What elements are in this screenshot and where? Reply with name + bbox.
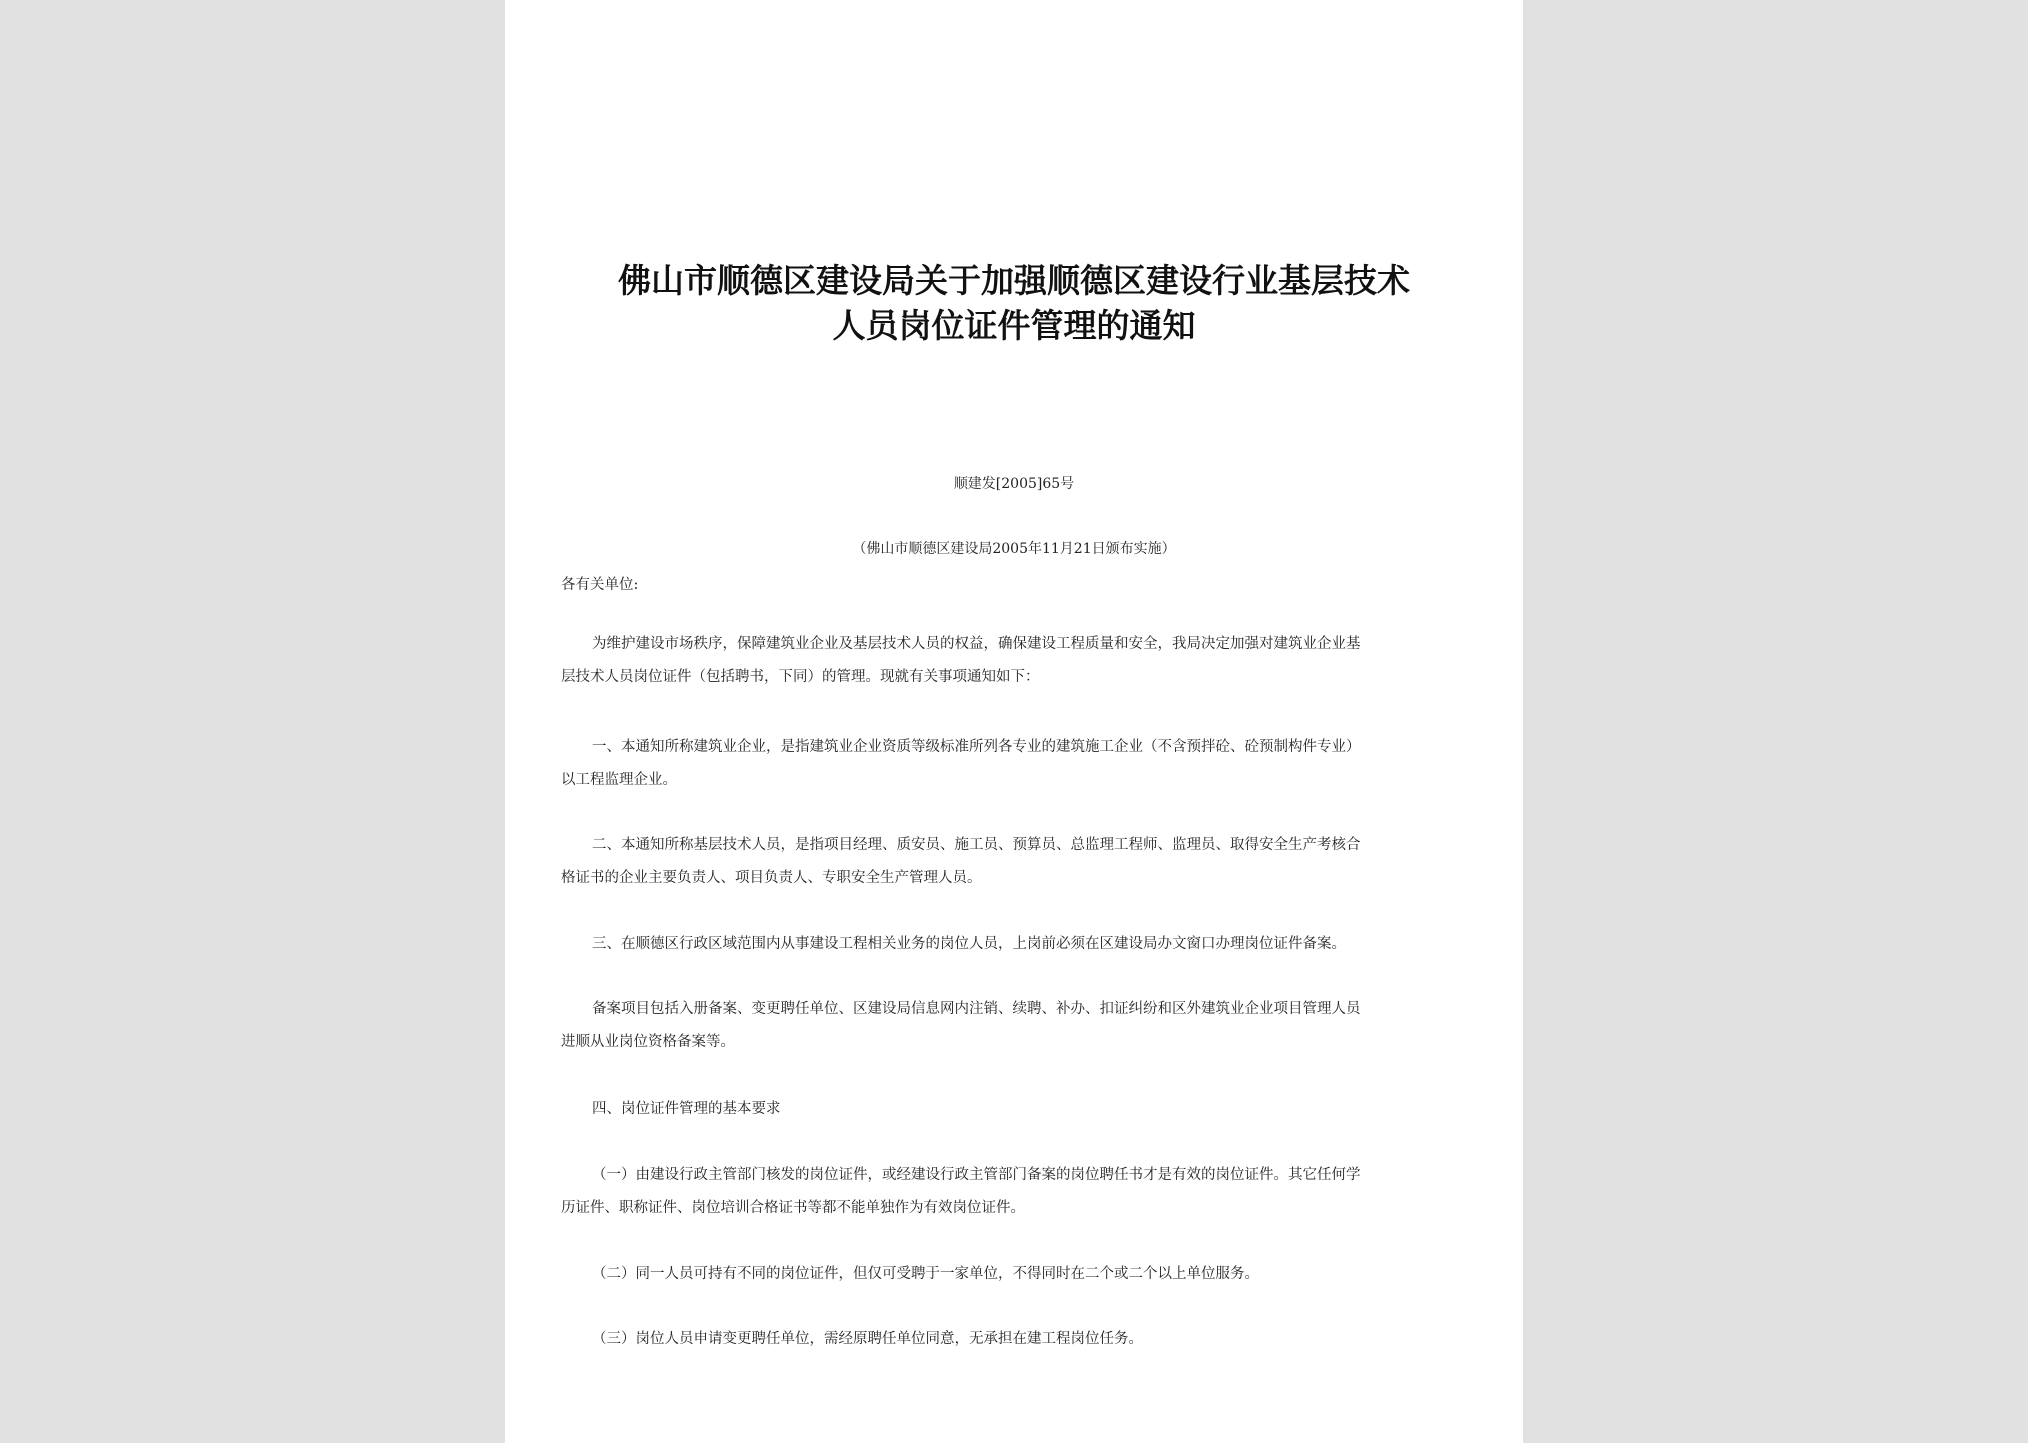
paragraph-item-1	[561, 731, 1471, 797]
paragraph-line: （一）由建设行政主管部门核发的岗位证件，或经建设行政主管部门备案的岗位聘任书才是有效的岗位证件。其它任何学	[592, 1167, 1361, 1183]
paragraph-line: 以工程监理企业。	[561, 772, 677, 788]
paragraph-subitem-1	[561, 1159, 1471, 1225]
paragraph-line: （三）岗位人员申请变更聘任单位，需经原聘任单位同意，无承担在建工程岗位任务。	[592, 1331, 1143, 1347]
paragraph-filing-items	[561, 993, 1471, 1059]
paragraph-line: 三、在顺德区行政区域范围内从事建设工程相关业务的岗位人员，上岗前必须在区建设局办文窗口办理岗位证件备案。	[592, 936, 1346, 952]
paragraph-line: 层技术人员岗位证件（包括聘书，下同）的管理。现就有关事项通知如下：	[561, 669, 1040, 685]
paragraph-intro	[561, 628, 1471, 694]
paragraph-line: 格证书的企业主要负责人、项目负责人、专职安全生产管理人员。	[561, 870, 982, 886]
salutation: 各有关单位:	[561, 577, 639, 593]
paragraph-line: 为维护建设市场秩序，保障建筑业企业及基层技术人员的权益，确保建设工程质量和安全，我局决定加强对建筑业企业基	[592, 636, 1361, 652]
paragraph-line: 四、岗位证件管理的基本要求	[592, 1101, 781, 1117]
document-title	[505, 258, 1523, 348]
paragraph-subitem-2	[561, 1258, 1471, 1291]
paragraph-item-2	[561, 829, 1471, 895]
paragraph-line: 备案项目包括入册备案、变更聘任单位、区建设局信息网内注销、续聘、补办、扣证纠纷和区外建筑业企业项目管理人员	[592, 1001, 1361, 1017]
paragraph-line: （二）同一人员可持有不同的岗位证件，但仅可受聘于一家单位，不得同时在二个或二个以上单位服务。	[592, 1266, 1259, 1282]
issued-note: （佛山市顺德区建设局2005年11月21日颁布实施）	[852, 541, 1176, 557]
title-line-2: 人员岗位证件管理的通知	[832, 306, 1196, 345]
paragraph-item-4-heading	[561, 1093, 1471, 1126]
paragraph-line: 一、本通知所称建筑业企业，是指建筑业企业资质等级标准所列各专业的建筑施工企业（不含预拌砼、砼预制构件专业）	[592, 739, 1361, 755]
document-number: 顺建发[2005]65号	[953, 476, 1075, 492]
paragraph-line: 二、本通知所称基层技术人员，是指项目经理、质安员、施工员、预算员、总监理工程师、监理员、取得安全生产考核合	[592, 837, 1361, 853]
document-page	[505, 0, 1523, 1443]
paragraph-subitem-3	[561, 1323, 1471, 1356]
title-line-1: 佛山市顺德区建设局关于加强顺德区建设行业基层技术	[618, 261, 1410, 300]
paragraph-line: 历证件、职称证件、岗位培训合格证书等都不能单独作为有效岗位证件。	[561, 1200, 1025, 1216]
paragraph-item-3	[561, 928, 1471, 961]
paragraph-line: 进顺从业岗位资格备案等。	[561, 1034, 735, 1050]
